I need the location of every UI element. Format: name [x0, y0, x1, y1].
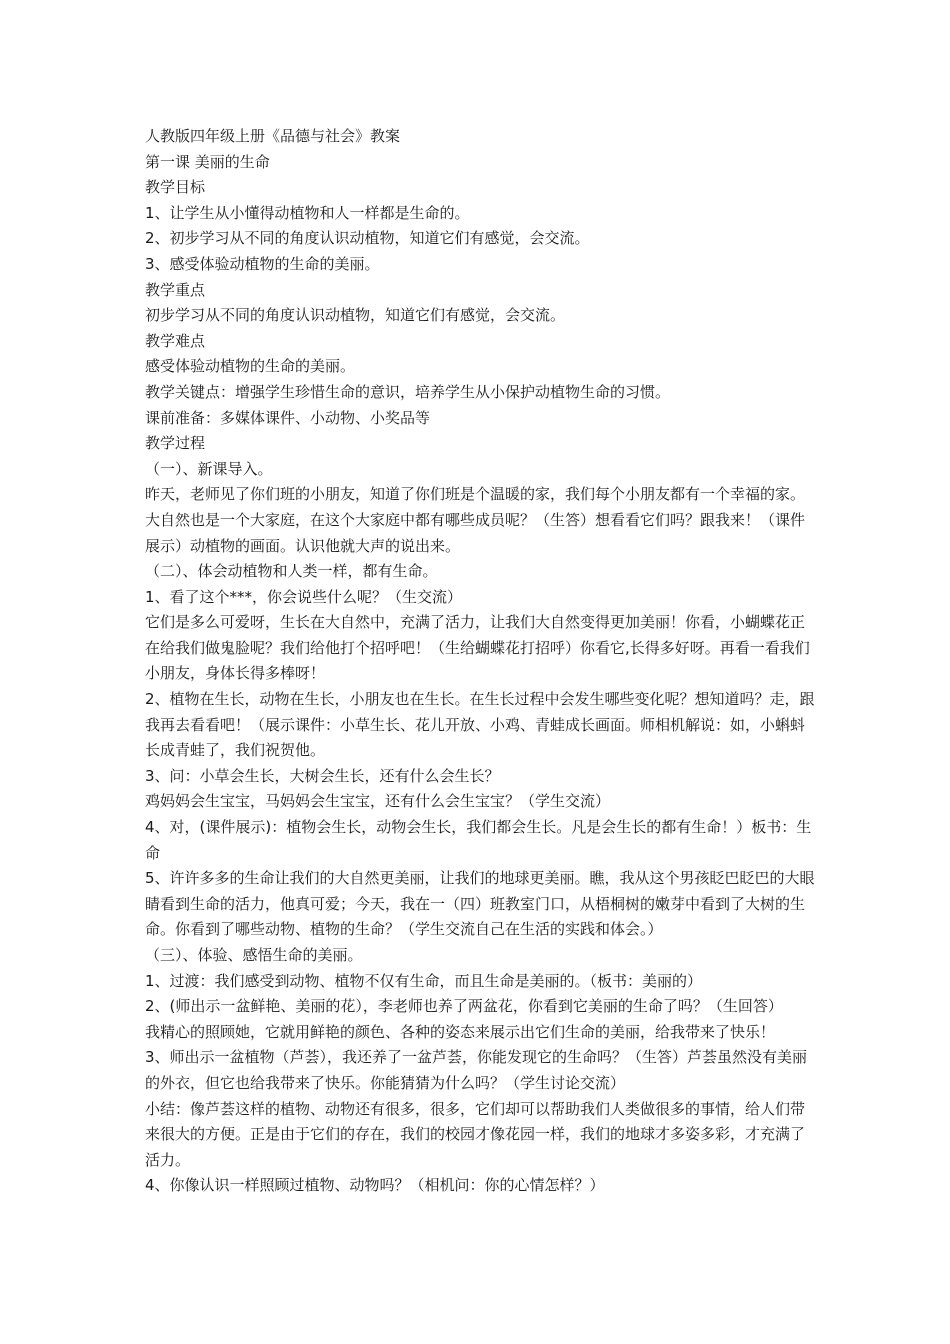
subsection-heading: （一）、新课导入。	[145, 459, 273, 478]
paragraph: 2、植物在生长，动物在生长，小朋友也在生长。在生长过程中会发生哪些变化呢？想知道吗？走，跟我再去看看吧！（展示课件：小草生长、花儿开放、小鸡、青蛙成长画面。师相机解说：如，小蝌蚪长成青蛙了，我们祝贺他。	[145, 690, 815, 760]
paragraph: 昨天，老师见了你们班的小朋友，知道了你们班是个温暖的家，我们每个小朋友都有一个幸福的家。大自然也是一个大家庭，在这个大家庭中都有哪些成员呢？（生答）想看看它们吗？跟我来！（课件展示）动植物的画面。认识他就大声的说出来。	[145, 485, 806, 555]
document-body	[145, 124, 817, 1199]
paragraph: 3、师出示一盆植物（芦荟），我还养了一盆芦荟，你能发现它的生命吗？（生答）芦荟虽然没有美丽的外衣，但它也给我带来了快乐。你能猜猜为什么吗？（学生讨论交流）	[145, 1048, 808, 1092]
section-heading-goals: 教学目标	[145, 178, 206, 197]
paragraph: 4、对，(课件展示)：植物会生长，动物会生长，我们都会生长。凡是会生长的都有生命！）板书：生命	[145, 818, 812, 862]
paragraph: 感受体验动植物的生命的美丽。	[145, 357, 356, 376]
paragraph: 课前准备：多媒体课件、小动物、小奖品等	[145, 408, 431, 427]
paragraph: 我精心的照顾她，它就用鲜艳的颜色、各种的姿态来展示出它们生命的美丽，给我带来了快乐！	[145, 1022, 776, 1041]
paragraph: 5、许许多多的生命让我们的大自然更美丽，让我们的地球更美丽。瞧，我从这个男孩眨巴眨巴的大眼睛看到生命的活力，他真可爱；今天，我在一（四）班教室门口，从梧桐树的嫩芽中看到了大树的生命。你看到了哪些动物、植物的生命？（学生交流自己在生活的实践和体会。）	[145, 869, 815, 939]
subsection-heading: （三）、体验、感悟生命的美丽。	[145, 946, 363, 964]
goal-item: 1、让学生从小懂得动植物和人一样都是生命的。	[145, 203, 470, 222]
subsection-heading: （二）、体会动植物和人类一样，都有生命。	[145, 562, 438, 581]
paragraph: 它们是多么可爱呀，生长在大自然中，充满了活力，让我们大自然变得更加美丽！你看，小蝴蝶花正在给我们做鬼脸呢？我们给他打个招呼吧！（生给蝴蝶花打招呼）你看它,长得多好呀。再看一看我们小朋友，身体长得多棒呀！	[145, 613, 810, 683]
paragraph: 教学关键点：增强学生珍惜生命的意识，培养学生从小保护动植物生命的习惯。	[145, 382, 671, 401]
section-heading-difficulty: 教学难点	[145, 331, 206, 350]
goal-item: 3、感受体验动植物的生命的美丽。	[145, 254, 380, 273]
paragraph: 鸡妈妈会生宝宝，马妈妈会生宝宝，还有什么会生宝宝？（学生交流）	[145, 792, 611, 811]
section-heading-focus: 教学重点	[145, 280, 206, 299]
lesson-title: 第一课 美丽的生命	[145, 152, 270, 171]
section-heading-process: 教学过程	[145, 434, 206, 453]
paragraph: 1、看了这个***，你会说些什么呢？（生交流）	[145, 587, 463, 606]
document-title: 人教版四年级上册《品德与社会》教案	[145, 127, 401, 145]
paragraph: 4、你像认识一样照顾过植物、动物吗？（相机问：你的心情怎样？）	[145, 1176, 605, 1195]
paragraph: 小结：像芦荟这样的植物、动物还有很多，很多，它们却可以帮助我们人类做很多的事情，给人们带来很大的方便。正是由于它们的存在，我们的校园才像花园一样，我们的地球才多姿多彩，才充满了活力。	[145, 1099, 806, 1169]
paragraph: 初步学习从不同的角度认识动植物，知道它们有感觉，会交流。	[145, 306, 566, 325]
paragraph: 2、(师出示一盆鲜艳、美丽的花），李老师也养了两盆花，你看到它美丽的生命了吗？（生回答）	[145, 997, 783, 1016]
paragraph: 1、过渡：我们感受到动物、植物不仅有生命，而且生命是美丽的。（板书：美丽的）	[145, 971, 703, 990]
paragraph: 3、问：小草会生长，大树会生长，还有什么会生长？	[145, 766, 500, 785]
goal-item: 2、初步学习从不同的角度认识动植物，知道它们有感觉，会交流。	[145, 229, 590, 248]
